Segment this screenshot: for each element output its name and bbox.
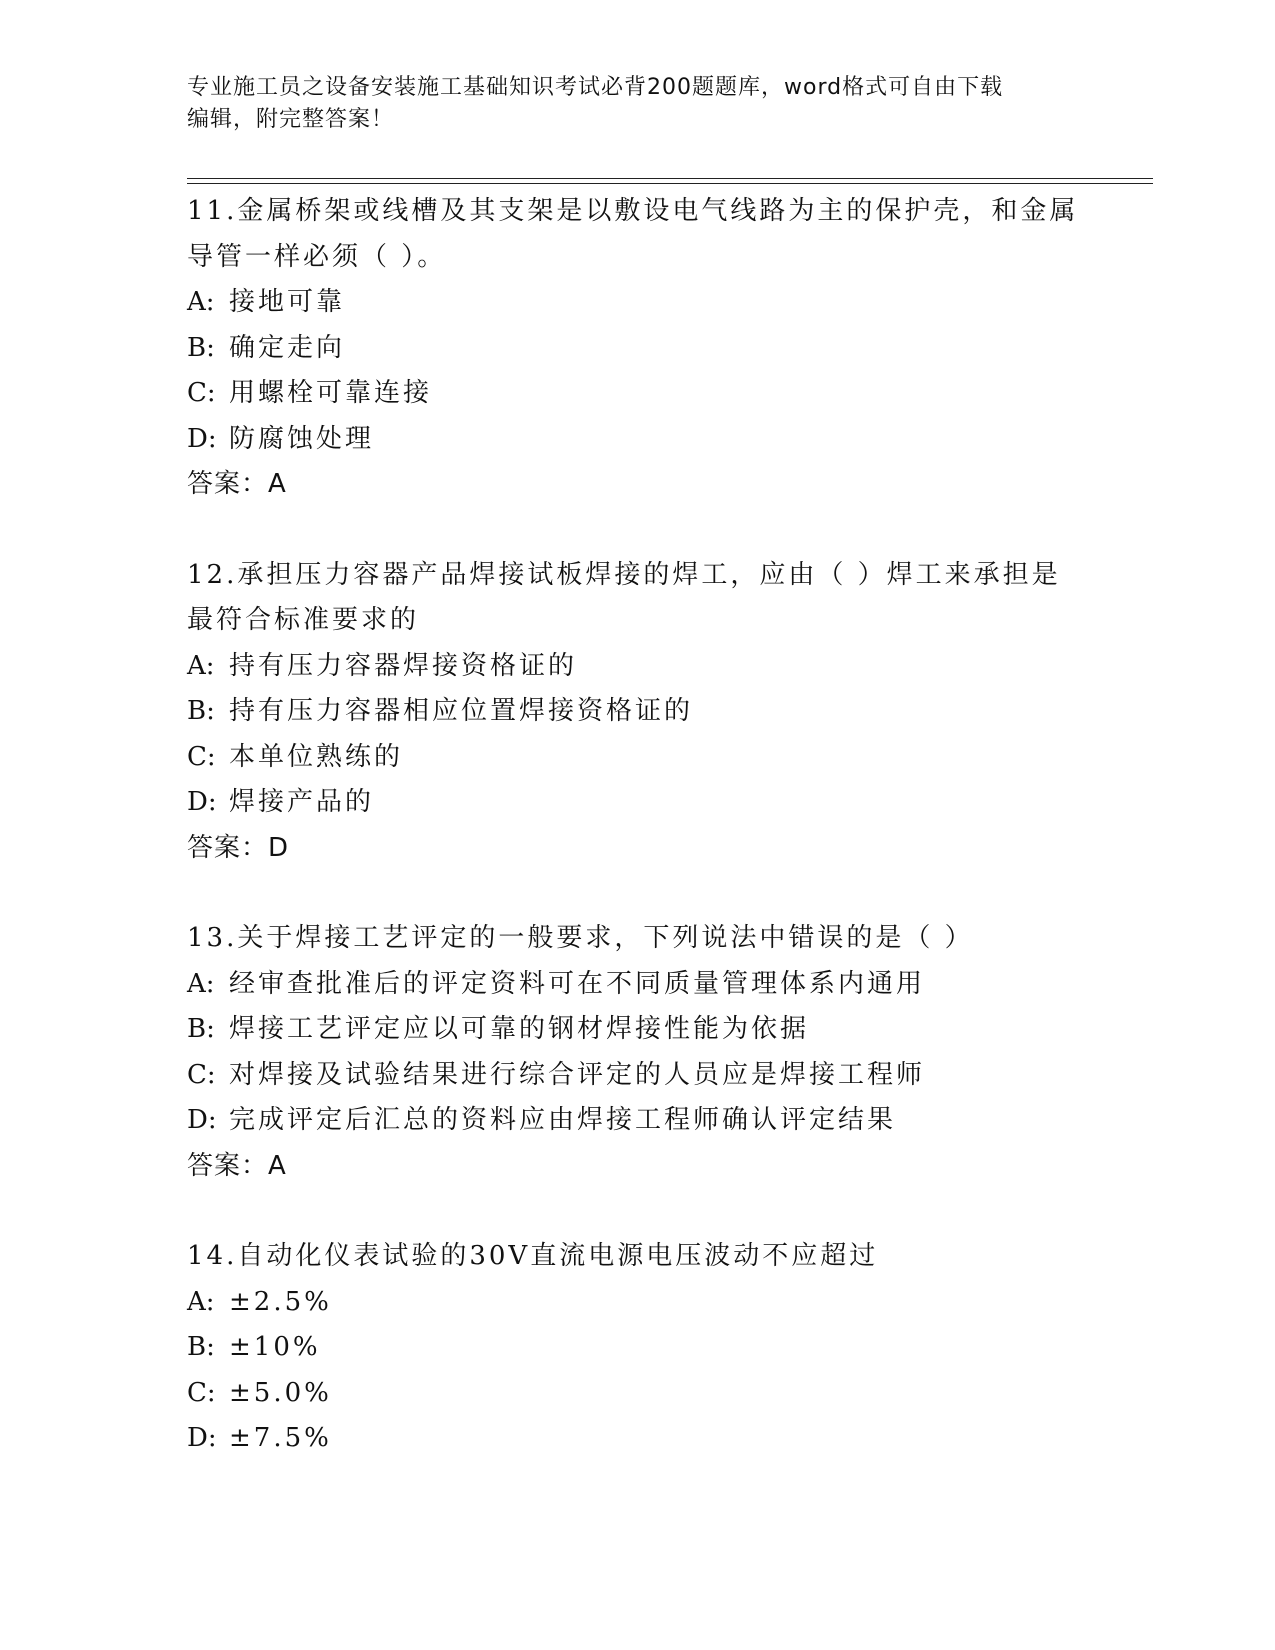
- option-d: [187, 780, 1147, 826]
- header-title-line-2: 编辑，附完整答案！: [187, 107, 395, 132]
- option-a: [187, 1280, 1147, 1326]
- option-text: ±10%: [229, 1332, 321, 1362]
- option-text: 用螺栓可靠连接: [229, 378, 433, 408]
- option-d: [187, 1416, 1147, 1462]
- answer-line: 答案：A: [187, 469, 287, 499]
- option-b: [187, 689, 1147, 735]
- option-text: 持有压力容器相应位置焊接资格证的: [229, 696, 694, 726]
- option-b: [187, 1325, 1147, 1371]
- option-text: 焊接产品的: [229, 787, 375, 817]
- option-key: C:: [187, 378, 216, 408]
- option-text: 完成评定后汇总的资料应由焊接工程师确认评定结果: [229, 1105, 897, 1135]
- option-key: B:: [187, 1014, 215, 1044]
- option-key: D:: [187, 787, 217, 817]
- option-key: D:: [187, 1105, 217, 1135]
- option-key: D:: [187, 423, 217, 454]
- option-key: B:: [187, 696, 215, 726]
- option-text: 防腐蚀处理: [229, 423, 375, 454]
- option-text: ±7.5%: [229, 1423, 332, 1453]
- option-text: 接地可靠: [229, 287, 346, 317]
- answer-line: 答案：A: [187, 1150, 287, 1181]
- option-key: A:: [187, 1286, 215, 1317]
- option-text: 确定走向: [229, 332, 346, 363]
- question-text-line: 11.金属桥架或线槽及其支架是以敷设电气线路为主的保护壳，和金属: [187, 196, 1079, 226]
- option-a: [187, 962, 1147, 1008]
- question-text-line: 导管一样必须（ ）。: [187, 241, 447, 272]
- document-header: [187, 72, 1077, 136]
- option-b: [187, 1007, 1147, 1053]
- option-a: [187, 280, 1147, 326]
- option-text: ±2.5%: [229, 1286, 332, 1317]
- header-divider-top: [187, 178, 1153, 179]
- question-13: [187, 916, 1147, 1189]
- option-text: 持有压力容器焊接资格证的: [229, 650, 578, 681]
- option-c: [187, 1371, 1147, 1417]
- header-title-line-1: 专业施工员之设备安装施工基础知识考试必背200题题库，word格式可自由下载: [187, 75, 1004, 100]
- option-text: ±5.0%: [229, 1377, 332, 1408]
- option-key: A:: [187, 287, 215, 317]
- question-14: [187, 1234, 1147, 1462]
- header-divider-bottom: [187, 183, 1153, 184]
- question-11: [187, 189, 1147, 508]
- option-c: [187, 1053, 1147, 1099]
- option-key: D:: [187, 1423, 217, 1453]
- option-key: C:: [187, 1377, 216, 1408]
- question-text-line: 12.承担压力容器产品焊接试板焊接的焊工，应由（ ）焊工来承担是: [187, 559, 1061, 590]
- option-d: [187, 417, 1147, 463]
- option-d: [187, 1098, 1147, 1144]
- option-b: [187, 326, 1147, 372]
- question-text-line: 最符合标准要求的: [187, 605, 420, 635]
- question-text-line: 13.关于焊接工艺评定的一般要求，下列说法中错误的是（ ）: [187, 923, 974, 953]
- option-key: C:: [187, 741, 216, 772]
- option-key: B:: [187, 332, 215, 363]
- question-text-line: 14.自动化仪表试验的30V直流电源电压波动不应超过: [187, 1241, 879, 1271]
- option-key: A:: [187, 968, 215, 999]
- option-key: C:: [187, 1059, 216, 1090]
- option-text: 对焊接及试验结果进行综合评定的人员应是焊接工程师: [229, 1059, 926, 1090]
- question-list: [187, 189, 1147, 1462]
- option-c: [187, 371, 1147, 417]
- answer-line: 答案：D: [187, 832, 290, 863]
- option-text: 本单位熟练的: [229, 741, 404, 772]
- option-key: B:: [187, 1332, 215, 1362]
- question-12: [187, 553, 1147, 872]
- option-a: [187, 644, 1147, 690]
- option-text: 经审查批准后的评定资料可在不同质量管理体系内通用: [229, 968, 926, 999]
- option-key: A:: [187, 650, 215, 681]
- option-text: 焊接工艺评定应以可靠的钢材焊接性能为依据: [229, 1014, 810, 1044]
- option-c: [187, 735, 1147, 781]
